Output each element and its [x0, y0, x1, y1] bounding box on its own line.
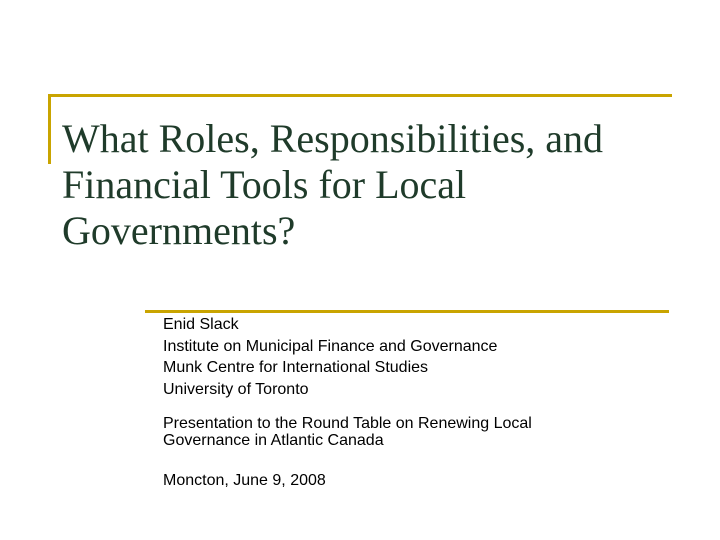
- presentation-line-1: Presentation to the Round Table on Renewing Local: [163, 415, 532, 432]
- spacer: [163, 449, 703, 470]
- title-line-3: Governments?: [62, 208, 296, 253]
- title-line-2: Financial Tools for Local: [62, 162, 467, 207]
- place-date: Moncton, June 9, 2008: [163, 472, 326, 489]
- subtitle-block: [163, 314, 703, 492]
- subtitle-rule: [145, 310, 669, 313]
- title-line-1: What Roles, Responsibilities, and: [62, 116, 604, 161]
- presentation-line-2: Governance in Atlantic Canada: [163, 432, 384, 449]
- author-name: Enid Slack: [163, 316, 239, 333]
- top-horizontal-rule: [48, 94, 672, 97]
- affiliation-line-3: University of Toronto: [163, 380, 309, 398]
- top-vertical-rule: [48, 94, 51, 164]
- affiliation-line-1: Institute on Municipal Finance and Governance: [163, 337, 498, 355]
- spacer: [163, 400, 703, 415]
- slide-title: [62, 116, 702, 254]
- affiliation-line-2: Munk Centre for International Studies: [163, 359, 429, 376]
